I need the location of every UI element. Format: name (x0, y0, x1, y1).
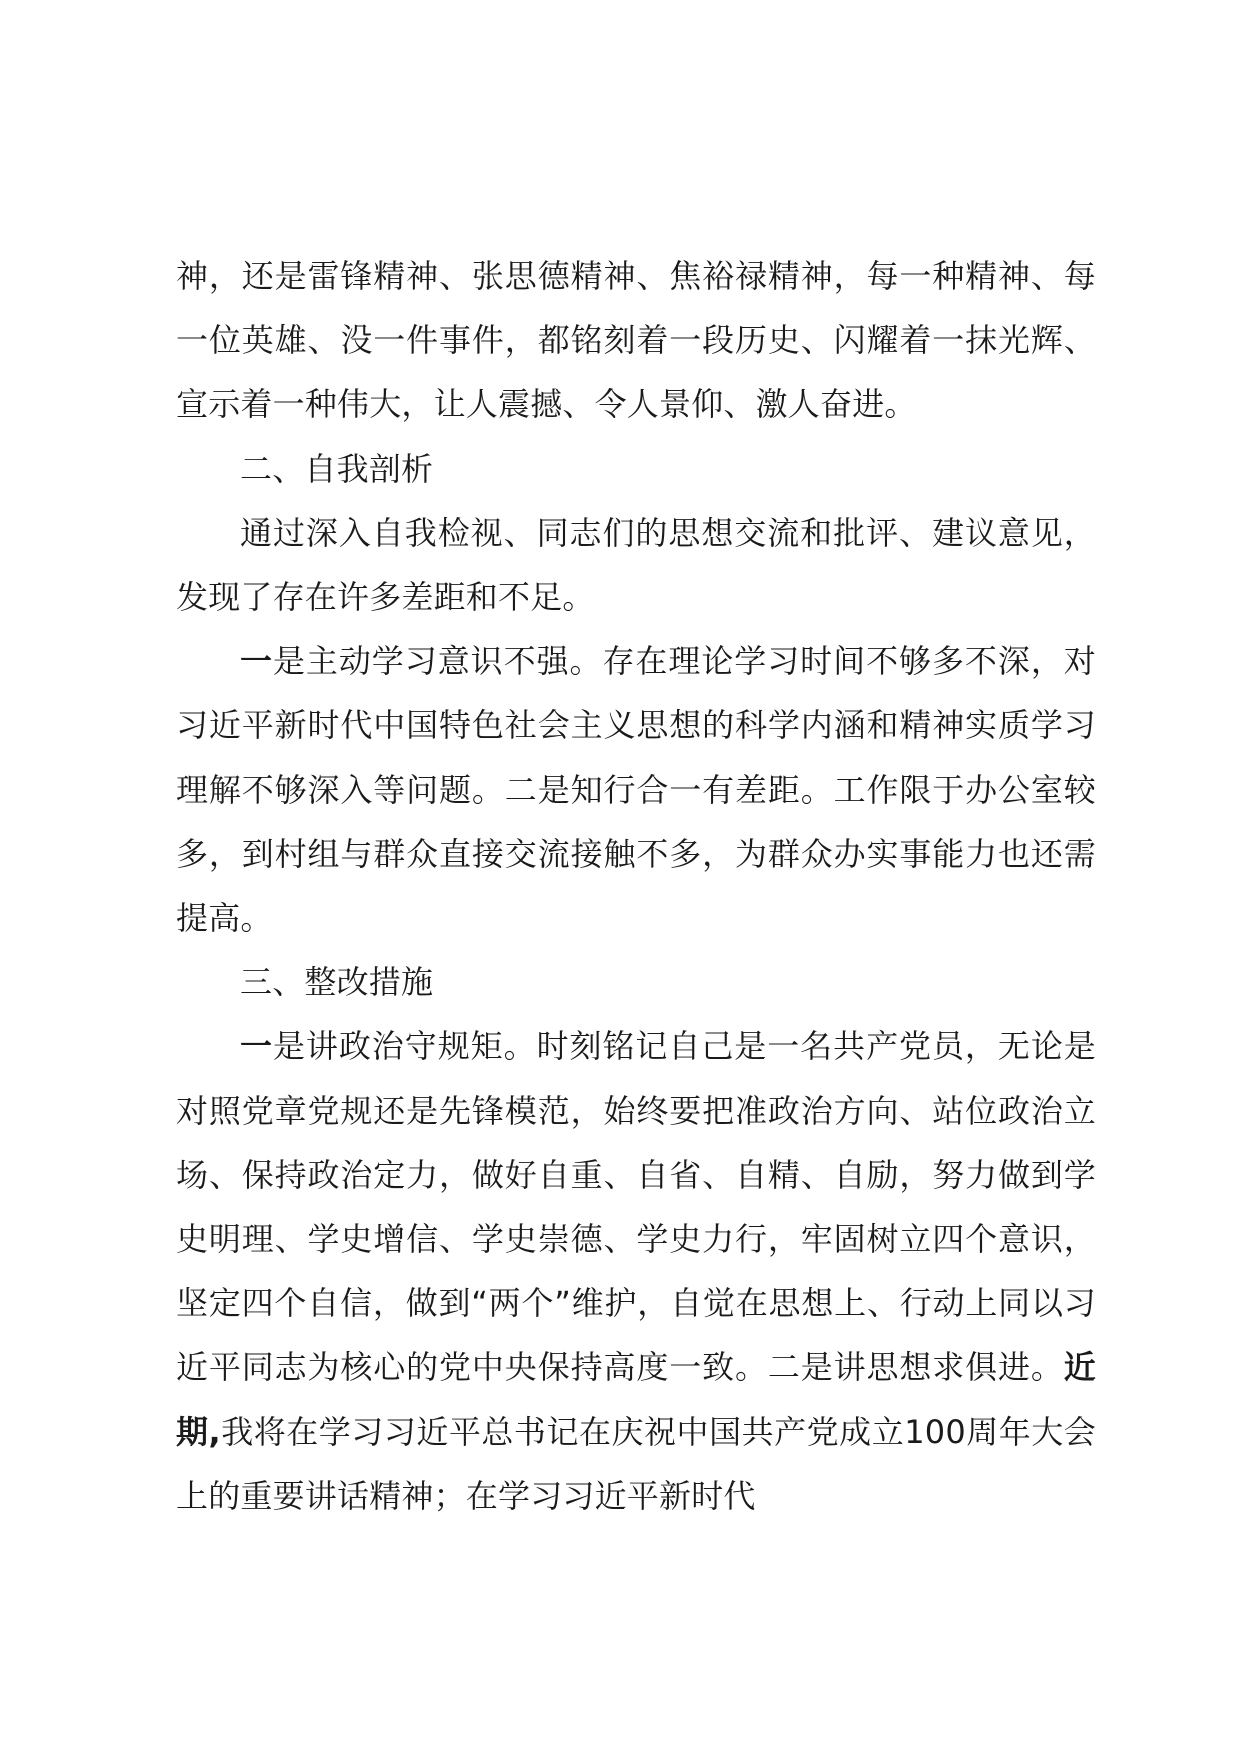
section-heading-rectification: 三、整改措施 (240, 963, 434, 1002)
measures-text-part1: 是讲政治守规矩。时刻铭记自己是一名共产党员，无论是对照党章党规还是先锋模范，始终要把准政治方向、站位政治立场、保持政治定力，做好自重、自省、自精、自励，努力做到学史明理、学史增信、学史崇德、学史力行，牢固树立四个意识，坚定四个自信，做到“两个”维护，自觉在思想上、行动上同以习近平同志为核心的党中央保持高度一致。二是讲思想求俱进。 (176, 1027, 1096, 1387)
measures-text-part2: 我将在学习习近平总书记在庆祝中国共产党成立100周年大会上的重要讲话精神；在学习习近平新时代 (176, 1412, 1096, 1515)
shortcomings-text: 是主动学习意识不强。存在理论学习时间不够多不深，对习近平新时代中国特色社会主义思想的科学内涵和精神实质学习理解不够深入等问题。二是知行合一有差距。工作限于办公室较多，到村组与群众直接交流接触不多，为群众办实事能力也还需提高。 (176, 642, 1096, 938)
measures-lead: 一 (240, 1027, 273, 1066)
shortcomings-lead: 一 (240, 642, 273, 681)
paragraph-measures (176, 1014, 1096, 1528)
paragraph-continuation: 神，还是雷锋精神、张思德精神、焦裕禄精神，每一种精神、每一位英雄、没一件事件，都铭刻着一段历史、闪耀着一抹光辉、宣示着一种伟大，让人震撼、令人景仰、激人奋进。 (176, 257, 1096, 424)
section-heading-self-analysis: 二、自我剖析 (240, 449, 434, 488)
paragraph-shortcomings (176, 629, 1096, 950)
paragraph-self-review: 通过深入自我检视、同志们的思想交流和批评、建议意见，发现了存在许多差距和不足。 (176, 513, 1096, 617)
measures-bold-recent: 近期, (176, 1348, 1096, 1451)
body-text (176, 244, 1096, 1528)
